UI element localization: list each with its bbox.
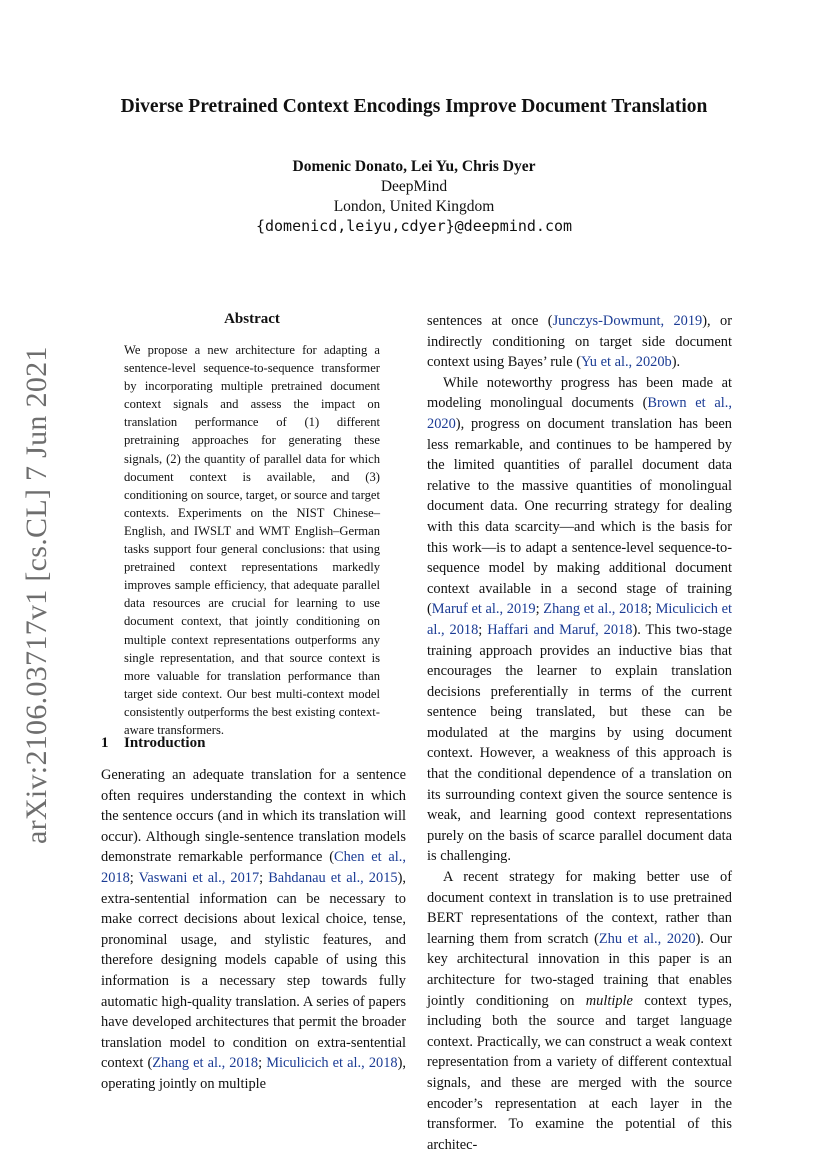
text-run: ; (647, 601, 656, 618)
text-run: ), extra-sentential information can be necessary to make correct decisions about lexical choice, tense, pronominal usage, and stylistic features, and therefore designing models capable of using this information is a necessary step towards fully automatic high-quality translation. A series of papers have developed architectures that permit the broader translation model to condition on extra-sentential context ( (101, 869, 406, 1072)
section-title: Introduction (124, 735, 206, 751)
text-run: ), or indirectly conditioning on target side document context using Bayes’ rule ( (427, 313, 732, 371)
paragraph (101, 765, 406, 1095)
citation-link[interactable]: Chen et al., 2018 (101, 849, 406, 886)
section-number: 1 (101, 735, 109, 751)
author-list: Domenic Donato, Lei Yu, Chris Dyer (292, 158, 536, 175)
paragraph (427, 311, 732, 373)
text-run: ; (129, 869, 139, 886)
paragraph (427, 373, 732, 867)
text-run: context types, including both the source and target language context. Practically, we can construct a weak context representation from a variety of different contextual signals, and these are merged with the source encoder’s representation at each layer in the transformer. To examine the potential of this architec- (427, 992, 732, 1153)
text-run: ), progress on document translation has been less remarkable, and continues to be hampered by the limited quantities of parallel document data relative to the massive quantities of monolingual document data. One recurring strategy for dealing with this data scarcity—and which is the basis for this work—is to adapt a sentence-level sequence-to-sequence model by making additional document context available in a second stage of training ( (427, 415, 732, 618)
paragraph (427, 867, 732, 1155)
text-run: ). (671, 354, 681, 371)
citation-link[interactable]: Miculicich et al., 2018 (427, 601, 732, 638)
text-run: ; (478, 621, 488, 638)
citation-link[interactable]: Brown et al., 2020 (427, 395, 732, 432)
citation-link[interactable]: Zhang et al., 2018 (152, 1055, 259, 1072)
text-run: Generating an adequate translation for a sentence often requires understanding the context in which the sentence occurs (and in which its translation will occur). Although single-sentence translation models demonstrate remarkable performance ( (101, 767, 406, 866)
text-run: A recent strategy for making better use of document context in translation is to use pretrained BERT representations of the context, rather than learning them from scratch ( (427, 869, 732, 947)
text-run: ). This two-stage training approach provides an inductive bias that encourages the learner to explain translation decisions preferentially in terms of the current sentence being translated, but these can be modulated at the margins by using document context. However, a weakness of this approach is that the conditional dependence of a translation on its surrounding context given the source sentence is weak, and learning good context representations purely on the basis of scarce parallel document data is challenging. (427, 621, 732, 865)
citation-link[interactable]: Yu et al., 2020b (581, 354, 672, 371)
left-column-body (101, 765, 406, 1095)
text-run: ; (535, 601, 544, 618)
citation-link[interactable]: Vaswani et al., 2017 (138, 869, 260, 886)
citation-link[interactable]: Maruf et al., 2019 (431, 601, 536, 618)
text-run: sentences at once ( (427, 313, 553, 329)
emphasis: multiple (585, 992, 633, 1009)
citation-link[interactable]: Bahdanau et al., 2015 (268, 869, 398, 886)
citation-link[interactable]: Zhu et al., 2020 (598, 930, 696, 947)
arxiv-identifier: arXiv:2106.03717v1 [cs.CL] 7 Jun 2021 (20, 346, 53, 844)
author-emails: {domenicd,leiyu,cdyer}@deepmind.com (255, 217, 573, 235)
citation-link[interactable]: Junczys-Dowmunt, 2019 (552, 313, 703, 329)
citation-link[interactable]: Zhang et al., 2018 (543, 601, 648, 618)
paper-title: Diverse Pretrained Context Encodings Improve Document Translation (120, 96, 708, 117)
location: London, United Kingdom (333, 198, 495, 215)
text-run: ; (258, 1055, 267, 1072)
section-heading-introduction (101, 735, 205, 752)
abstract-text: We propose a new architecture for adapting a sentence-level sequence-to-sequence transformer by incorporating multiple pretrained document context signals and assess the impact on translation performance of (1) different pretraining approaches for generating these signals, (2) the quantity of parallel data for which document context is available, and (3) conditioning on source, target, or source and target contexts. Experiments on the NIST Chinese–English, and IWSLT and WMT English–German tasks support four general conclusions: that using pretrained context representations markedly improves sample efficiency, that adequate parallel data resources are crucial for learning to use document context, that jointly conditioning on multiple context representations outperforms any single representation, and that source context is more valuable for translation performance than target side context. Our best multi-context model consistently outperforms the best existing context-aware transformers. (124, 343, 380, 737)
text-run: ; (259, 869, 269, 886)
text-run: While noteworthy progress has been made at modeling monolingual documents ( (427, 374, 732, 412)
abstract-heading: Abstract (224, 311, 280, 327)
citation-link[interactable]: Miculicich et al., 2018 (266, 1055, 398, 1072)
right-column-body (427, 311, 732, 1155)
citation-link[interactable]: Haffari and Maruf, 2018 (487, 621, 633, 638)
affiliation: DeepMind (380, 178, 448, 195)
text-run: ), operating jointly on multiple (101, 1055, 406, 1092)
text-run: ). Our key architectural innovation in this paper is an architecture for two-staged training that enables jointly conditioning on (427, 930, 732, 1009)
